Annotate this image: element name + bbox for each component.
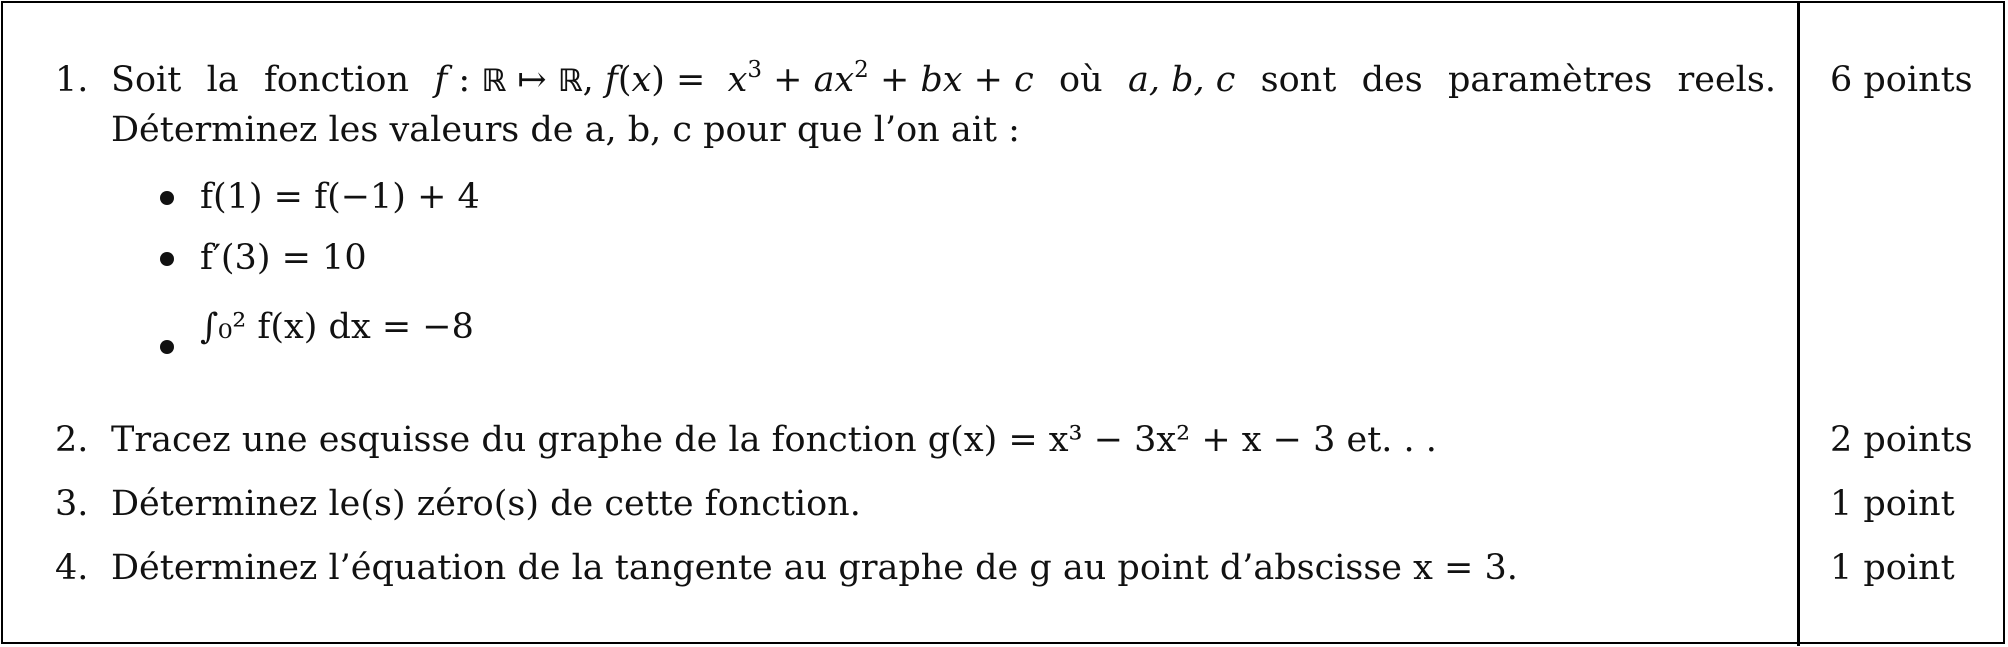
parameters: a, b, c xyxy=(1127,60,1236,100)
word: fonction xyxy=(263,60,410,100)
word: la xyxy=(206,60,239,100)
word: où xyxy=(1059,60,1103,100)
word: paramètres xyxy=(1447,60,1653,100)
condition-text: f′(3) = 10 xyxy=(200,238,367,278)
condition-text: ∫₀² f(x) dx = −8 xyxy=(200,307,474,347)
bullet-icon xyxy=(160,340,174,354)
item-number: 3. xyxy=(55,484,89,524)
item-number: 2. xyxy=(55,420,89,460)
item-1-line-2: Déterminez les valeurs de a, b, c pour que l’on ait : xyxy=(111,110,1020,150)
item-points: 2 points xyxy=(1830,420,1973,460)
item-text: Déterminez l’équation de la tangente au graphe de g au point d’abscisse x = 3. xyxy=(111,548,1518,588)
condition-text: f(1) = f(−1) + 4 xyxy=(200,177,480,217)
item-text: Déterminez le(s) zéro(s) de cette fonction. xyxy=(111,484,861,524)
word: Soit xyxy=(111,60,182,100)
bullet-icon xyxy=(160,252,174,266)
item-1-line-1 xyxy=(111,58,1776,103)
word: reels. xyxy=(1677,60,1776,100)
item-points: 1 point xyxy=(1830,484,1955,524)
bullet-icon xyxy=(160,191,174,205)
item-points: 6 points xyxy=(1830,60,1973,100)
item-number: 4. xyxy=(55,548,89,588)
word: des xyxy=(1361,60,1423,100)
item-points: 1 point xyxy=(1830,548,1955,588)
function-definition-rendered: f : ℝ ↦ ℝ, $f(x) = x^3 + ax^2$ + bx + c xyxy=(434,57,1034,100)
item-number: 1. xyxy=(55,60,89,100)
word: sont xyxy=(1260,60,1337,100)
column-divider xyxy=(1797,1,1800,646)
item-text: Tracez une esquisse du graphe de la fonction g(x) = x³ − 3x² + x − 3 et. . . xyxy=(111,420,1437,460)
